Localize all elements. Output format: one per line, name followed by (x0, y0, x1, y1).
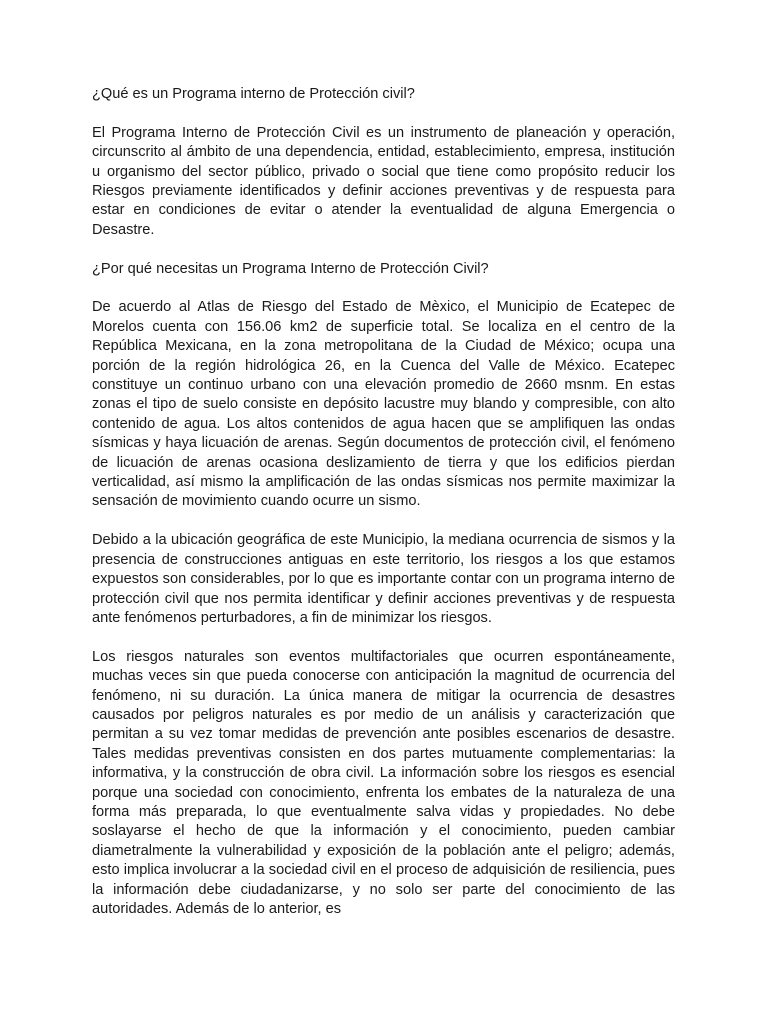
heading-why-program: ¿Por qué necesitas un Programa Interno de Protección Civil? (92, 260, 489, 277)
heading-what-is-program: ¿Qué es un Programa interno de Protección civil? (92, 86, 415, 102)
paragraph-natural-risks: Los riesgos naturales son eventos multifactoriales que ocurren espontáneamente, muchas veces sin que pueda conocerse con anticipación la magnitud de ocurrencia del fenómeno, ni su duración. La única manera de mitigar la ocurrencia de desastres causados por peligros naturales es por medio de un análisis y caracterización que permitan a su vez tomar medidas de prevención ante posibles escenarios de desastre. Tales medidas preventivas consisten en dos partes mutuamente complementarias: la informativa, y la construcción de obra civil. La información sobre los riesgos es esencial porque una sociedad con conocimiento, enfrenta los embates de la naturaleza de una forma más preparada, lo que eventualmente salva vidas y propiedades. No debe soslayarse el hecho de que la información y el conocimiento, pueden cambiar diametralmente la vulnerabilidad y exposición de la población ante el peligro; además, esto implica involucrar a la sociedad civil en el proceso de adquisición de resiliencia, pues la información debe ciudadanizarse, y no solo ser parte del conocimiento de las autoridades. Además de lo anterior, es (92, 648, 675, 917)
paragraph-ecatepec-risk: De acuerdo al Atlas de Riesgo del Estado de Mèxico, el Municipio de Ecatepec de Morelos cuenta con 156.06 km2 de superficie total. Se localiza en el centro de la República Mexicana, en la zona metropolitana de la Ciudad de México; ocupa una porción de la región hidrológica 26, en la Cuenca del Valle de México. Ecatepec constituye un continuo urbano con una elevación promedio de 2660 msnm. En estas zonas el tipo de suelo consiste en depósito lacustre muy blando y compresible, con alto contenido de agua. Los altos contenidos de agua hacen que se amplifiquen las ondas sísmicas y haya licuación de arenas. Según documentos de protección civil, el fenómeno de licuación de arenas ocasiona deslizamiento de tierra y que los edificios pierdan verticalidad, así mismo la amplificación de las ondas sísmicas nos permite maximizar la sensación de movimiento cuando ocurre un sismo. (92, 299, 675, 510)
document-page (92, 85, 675, 939)
paragraph-geographic-location: Debido a la ubicación geográfica de este Municipio, la mediana ocurrencia de sismos y la presencia de construcciones antiguas en este territorio, los riesgos a los que estamos expuestos son considerables, por lo que es importante contar con un programa interno de protección civil que nos permita identificar y definir acciones preventivas y de respuesta ante fenómenos perturbadores, a fin de minimizar los riesgos. (92, 532, 675, 626)
paragraph-definition: El Programa Interno de Protección Civil es un instrumento de planeación y operación, circunscrito al ámbito de una dependencia, entidad, establecimiento, empresa, institución u organismo del sector público, privado o social que tiene como propósito reducir los Riesgos previamente identificados y definir acciones preventivas y de respuesta para estar en condiciones de evitar o atender la eventualidad de alguna Emergencia o Desastre. (92, 124, 675, 238)
